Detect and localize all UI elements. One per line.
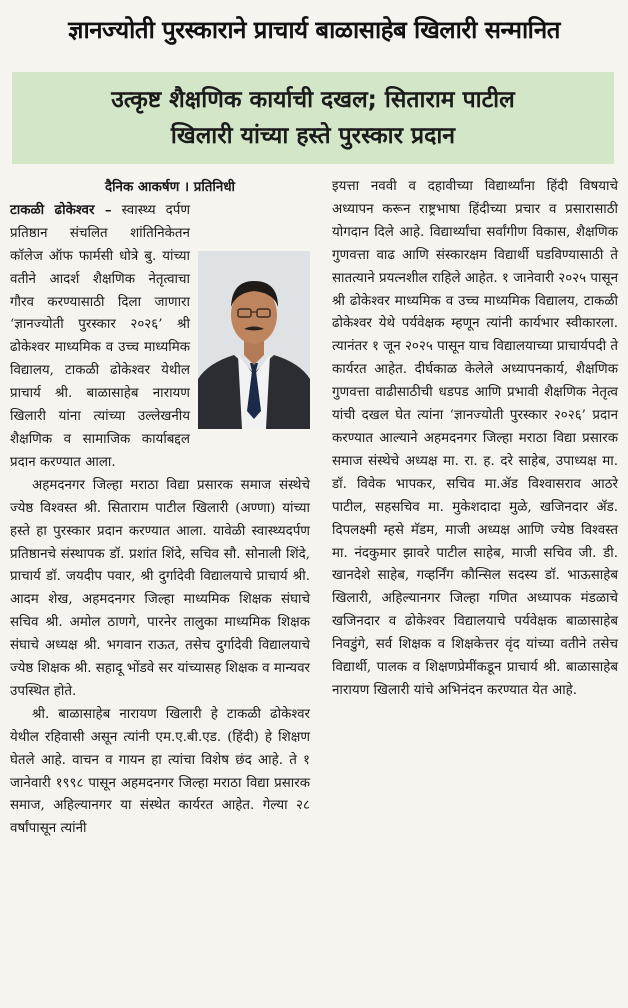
lead-place: टाकळी ढोकेश्वर – xyxy=(10,201,112,218)
portrait-photo xyxy=(198,251,310,429)
subheadline-line-1: उत्कृष्ट शैक्षणिक कार्याची दखल; सिताराम पाटील xyxy=(111,87,515,113)
left-paragraph-1: स्वास्थ्य दर्पण प्रतिष्ठान संचलित शांतिनिकेतन कॉलेज ऑफ फार्मसी धोत्रे बु. यांच्या वतीने आदर्श शैक्षणिक नेतृत्वाचा गौरव करण्यासाठी दिला जाणारा ‘ज्ञानज्योती पुरस्कार २०२६’ श्री ढोकेश्वर माध्यमिक व उच्च माध्यमिक विद्यालय, टाकळी ढोकेश्वर येथील प्राचार्य श्री. बाळासाहेब नारायण खिलारी यांना त्यांच्या उल्लेखनीय शैक्षणिक व सामाजिक कार्याबद्दल प्रदान करण्यात आला. xyxy=(10,202,190,470)
portrait-photo-icon xyxy=(198,251,310,429)
dateline: दैनिक आकर्षण । प्रतिनिधी xyxy=(104,179,236,195)
left-paragraph-3: श्री. बाळासाहेब नारायण खिलारी हे टाकळी ढोकेश्वर येथील रहिवासी असून त्यांनी एम.ए.बी.एड. (हिंदी) हे शिक्षण घेतले आहे. वाचन व गायन हा त्यांचा विशेष छंद आहे. ते १ जानेवारी १९९८ पासून अहमदनगर जिल्हा मराठा विद्या प्रसारक समाज, अहिल्यानगर या संस्थेत कार्यरत आहेत. गेल्या २८ वर्षांपासून त्यांनी xyxy=(10,706,310,837)
subheadline xyxy=(12,72,614,164)
right-paragraph-1: इयत्ता नववी व दहावीच्या विद्यार्थ्यांना हिंदी विषयाचे अध्यापन करून राष्ट्रभाषा हिंदीच्या प्रचार व प्रसारासाठी योगदान दिले आहे. विद्यार्थ्यांचा सर्वांगीण विकास, शैक्षणिक गुणवत्ता वाढ आणि संस्कारक्षम विद्यार्थी घडविण्यासाठी ते सातत्याने प्रयत्नशील राहिले आहेत. १ जानेवारी २०२५ पासून श्री ढोकेश्वर माध्यमिक व उच्च माध्यमिक विद्यालय, टाकळी ढोकेश्वर येथे पर्यवेक्षक म्हणून त्यांनी कार्यभार स्वीकारला. त्यानंतर १ जून २०२५ पासून याच विद्यालयाच्या प्राचार्यपदी ते कार्यरत आहेत. दीर्घकाळ केलेले अध्यापनकार्य, शैक्षणिक गुणवत्ता वाढीसाठीची धडपड आणि प्रभावी शैक्षणिक नेतृत्व यांची दखल घेत त्यांना ‘ज्ञानज्योती पुरस्कार २०२६’ प्रदान करण्यात आल्याने अहमदनगर जिल्हा मराठा विद्या प्रसारक समाज संस्थेचे अध्यक्ष मा. रा. ह. दरे साहेब, उपाध्यक्ष मा. डॉ. विवेक भापकर, सचिव मा.ॲड विश्वासराव आठरे पाटील, सहसचिव मा. मुकेशदादा मुळे, खजिनदार ॲड. दिपलक्ष्मी म्हसे मॅडम, माजी अध्यक्ष आणि ज्येष्ठ विश्वस्त मा. नंदकुमार झावरे पाटील साहेब, माजी सचिव जी. डी. खानदेशे साहेब, गव्हर्निंग कौन्सिल सदस्य डॉ. भाऊसाहेब खिलारी, अहिल्यानगर जिल्हा गणित अध्यापक मंडळाचे खजिनदार व ढोकेश्वर विद्यालयाचे पर्यवेक्षक बाळासाहेब निवडुंगे, सर्व शिक्षक व शिक्षकेत्तर वृंद यांच्या वतीने तसेच विद्यार्थी, पालक व शिक्षणप्रेमींकडून प्राचार्य श्री. बाळासाहेब नारायण खिलारी यांचे अभिनंदन करण्यात येत आहे. xyxy=(332,179,618,698)
subheadline-line-2: खिलारी यांच्या हस्ते पुरस्कार प्रदान xyxy=(170,123,456,149)
left-paragraph-2: अहमदनगर जिल्हा मराठा विद्या प्रसारक समाज संस्थेचे ज्येष्ठ विश्वस्त श्री. सिताराम पाटील खिलारी (अण्णा) यांच्या हस्ते हा पुरस्कार प्रदान करण्यात आला. यावेळी स्वास्थ्यदर्पण प्रतिष्ठानचे संस्थापक डॉ. प्रशांत शिंदे, सचिव सौ. सोनाली शिंदे, प्राचार्य डॉ. जयदीप पवार, श्री दुर्गादेवी विद्यालयाचे प्राचार्य श्री. आदम शेख, अहमदनगर जिल्हा माध्यमिक शिक्षक संघाचे सचिव श्री. अमोल ठाणगे, पारनेर तालुका माध्यमिक शिक्षक संघाचे अध्यक्ष श्री. भगवान राऊत, तसेच दुर्गादेवी विद्यालयाचे ज्येष्ठ शिक्षक श्री. सहादू भोंडवे सर यांच्यासह शिक्षक व मान्यवर उपस्थित होते. xyxy=(10,477,310,699)
article-column-left xyxy=(10,176,310,841)
headline: ज्ञानज्योती पुरस्काराने प्राचार्य बाळासाहेब खिलारी सन्मानित xyxy=(0,0,628,58)
article-column-right xyxy=(332,176,618,703)
